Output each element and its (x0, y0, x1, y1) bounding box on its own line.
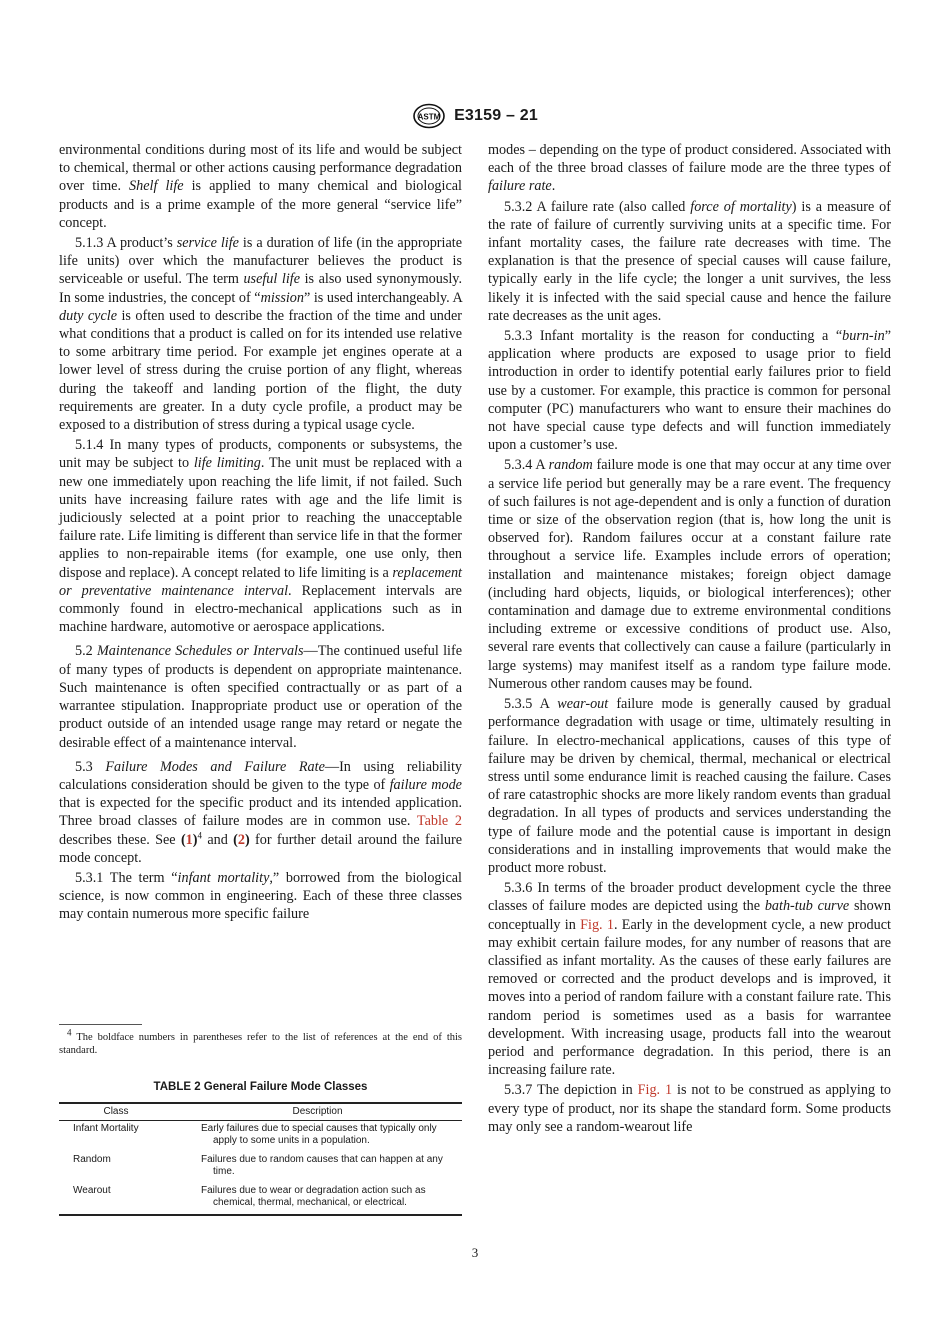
paragraph-5-3-2: 5.3.2 A failure rate (also called force of mortality) is a measure of the rate of failure of currently surviving units at a specific time. For infant mortality cases, the failure rate decreases with time. The explanation is that the presence of special causes will cause failure, typically early in the life cycle; the longer a unit survives, the less likely it is infected with the said special cause and hence the failure rate decreases as the unit ages. (488, 198, 891, 324)
cell-description: Early failures due to special causes that typically only apply to some units in a population. (201, 1122, 437, 1146)
paragraph-5-3-1: 5.3.1 The term “infant mortality,” borrowed from the biological science, is now common in engineering. Each of these three classes may contain numerous more specific failure (59, 869, 462, 923)
cell-class: Random (73, 1153, 111, 1165)
paragraph-5-3: 5.3 Failure Modes and Failure Rate—In using reliability calculations consideration should be given to the type of failure mode that is expected for the specific product and its intended application. Three broad classes of failure modes are in common use. Table 2 describes these. See $(1)^4$ and (2) for further detail around the failure mode concept. (59, 758, 463, 866)
table-row (59, 1152, 462, 1183)
reference-1-link[interactable]: 1 (185, 831, 193, 848)
paragraph-5-2: 5.2 Maintenance Schedules or Intervals—The continued useful life of many types of products is dependent on appropriate maintenance. Such maintenance is often specified contractually or as part of a warrantee stipulation. Inappropriate product use or operation of the product outside of an intended usage range may retard or negate the desirable effect of a maintenance interval. (59, 643, 462, 751)
header-class: Class (59, 1103, 173, 1120)
table-2-link[interactable]: Table 2 (416, 813, 462, 830)
figure-1-link[interactable]: Fig. 1 (637, 1082, 673, 1099)
paragraph-5-3-6: 5.3.6 In terms of the broader product development cycle the three classes of failure modes are depicted using the bath-tub curve shown conceptually in Fig. 1. Early in the development cycle, a new product may exhibit certain failure modes, for any number of reasons that are classified as infant mortality. As the causes of these early failures are removed or corrected and the product develops and is improved, it moves into a period of random failure with a constant failure rate. This random period is sometimes used as a basis for warrantee development. With increasing usage, products fall into the wearout period and performance degradation. In this period, there is an increasing failure rate. (488, 880, 892, 1079)
page-number: 3 (471, 1245, 479, 1260)
paragraph-5-3-4: 5.3.4 A random failure mode is one that may occur at any time over a service life period but generally may be a rare event. The frequency of such failures is not age-dependent and is only a function of duration time or size of the observation region (that is, how long the unit is observed for). Random failures occur at a constant failure rate throughout a service life. Examples include errors of operation; installation and maintenance mistakes; foreign object damage (including hard objects, liquids, or biological interferences); other contamination and damage due to extreme environmental conditions including extreme or excessive conditions of product use. Also, several rare events that collectively can cause a failure (particularly in large systems) may manifest itself as a random type failure mode. Numerous other random causes may be found. (488, 457, 892, 692)
table-title: TABLE 2 General Failure Mode Classes (153, 1081, 368, 1093)
footnote-4-marker: 4 (197, 829, 202, 840)
cell-class: Infant Mortality (73, 1122, 139, 1134)
paragraph-5-3-5: 5.3.5 A wear-out failure mode is generally caused by gradual performance degradation with usage or time, ultimately resulting in failure. In electro-mechanical applications, causes of this type of failure may be driven by chemical, thermal, mechanical or electrical stress until some endurance limit is reached causing the failure. Cases of rare catastrophic shocks are more likely random events than gradual degradation. In all types of products and services understanding the type of failure mode and the potential cause is important in design considerations and in installing improvements that would make the product more robust. (488, 696, 892, 876)
paragraph-5-1-3: 5.1.3 A product’s service life is a duration of life (in the appropriate life units) over which the manufacturer believes the product is serviceable or useful. The term useful life is also used synonymously. In some industries, the concept of “mission” is used interchangeably. A duty cycle is often used to describe the fraction of the time and under what conditions that a product is called on for its intended use relative to some arbitrary time period. For example jet engines operate at a lower level of stress during the cruise portion of any flight, whereas during the takeoff and landing portion of the flight, the duty requirements are greater. In a duty cycle profile, a product may be exposed to a distribution of stress during a typical usage cycle. (59, 235, 463, 434)
table-header-row (59, 1103, 462, 1120)
left-column (59, 141, 462, 926)
svg-text:ASTM: ASTM (417, 112, 441, 122)
paragraph-5-3-7: 5.3.7 The depiction in Fig. 1 is not to be construed as applying to every type of product, nor its shape the standard form. Some products may only see a random-wearout life (488, 1082, 891, 1135)
cell-description: Failures due to random causes that can happen at any time. (201, 1153, 443, 1177)
figure-1-link[interactable]: Fig. 1 (580, 916, 614, 933)
right-column (488, 141, 891, 1138)
reference-2-link[interactable]: 2 (237, 831, 245, 848)
paragraph-5-3-1-continued: modes – depending on the type of product considered. Associated with each of the three broad classes of failure mode are the three types of failure rate. (488, 142, 891, 195)
astm-logo-icon (412, 103, 446, 129)
header-description: Description (173, 1103, 462, 1120)
cell-class: Wearout (59, 1183, 173, 1215)
table-row (59, 1183, 462, 1215)
table-2 (59, 1081, 462, 1216)
paragraph-5-1-2-continued: environmental conditions during most of its life and would be subject to chemical, thermal or other actions causing performance degradation over time. Shelf life is applied to many chemical and biological products and is a prime example of the more general “service life” concept. (59, 142, 462, 231)
paragraph-5-1-4: 5.1.4 In many types of products, components or subsystems, the unit may be subject to life limiting. The unit must be replaced with a new one immediately upon reaching the life limit, if not failed. Such units have increasing failure rates with age and the life limit is judiciously selected at a point prior to reaching the unacceptable failure rate. Life limiting is different than service life in that the former applies to non-repairable items (for example, one use only, then dispose and replace). A concept related to life limiting is a replacement or preventative maintenance interval. Replacement intervals are commonly found in electro-mechanical applications such as in machine hardware, automotive or aerospace applications. (59, 437, 462, 636)
table-row (59, 1120, 462, 1152)
document-designation: E3159 – 21 (454, 107, 538, 124)
footnote-divider (59, 1024, 142, 1025)
footnote-4: $^4$ The boldface numbers in parentheses refer to the list of references at the end of this standard. (59, 1027, 462, 1056)
failure-mode-table (59, 1102, 462, 1216)
paragraph-5-3-3: 5.3.3 Infant mortality is the reason for conducting a “burn-in” application where products are exposed to usage prior to field introduction in order to identify potential early failures prior to field use by a customer. For example, this practice is common for personal computer (PC) manufacturers who want to ensure their machines do not have special cause type defects and will function immediately upon a customer’s use. (488, 328, 891, 454)
page-header (0, 103, 950, 129)
cell-description: Failures due to wear or degradation action such as chemical, thermal, mechanical, or electrical. (173, 1183, 462, 1215)
